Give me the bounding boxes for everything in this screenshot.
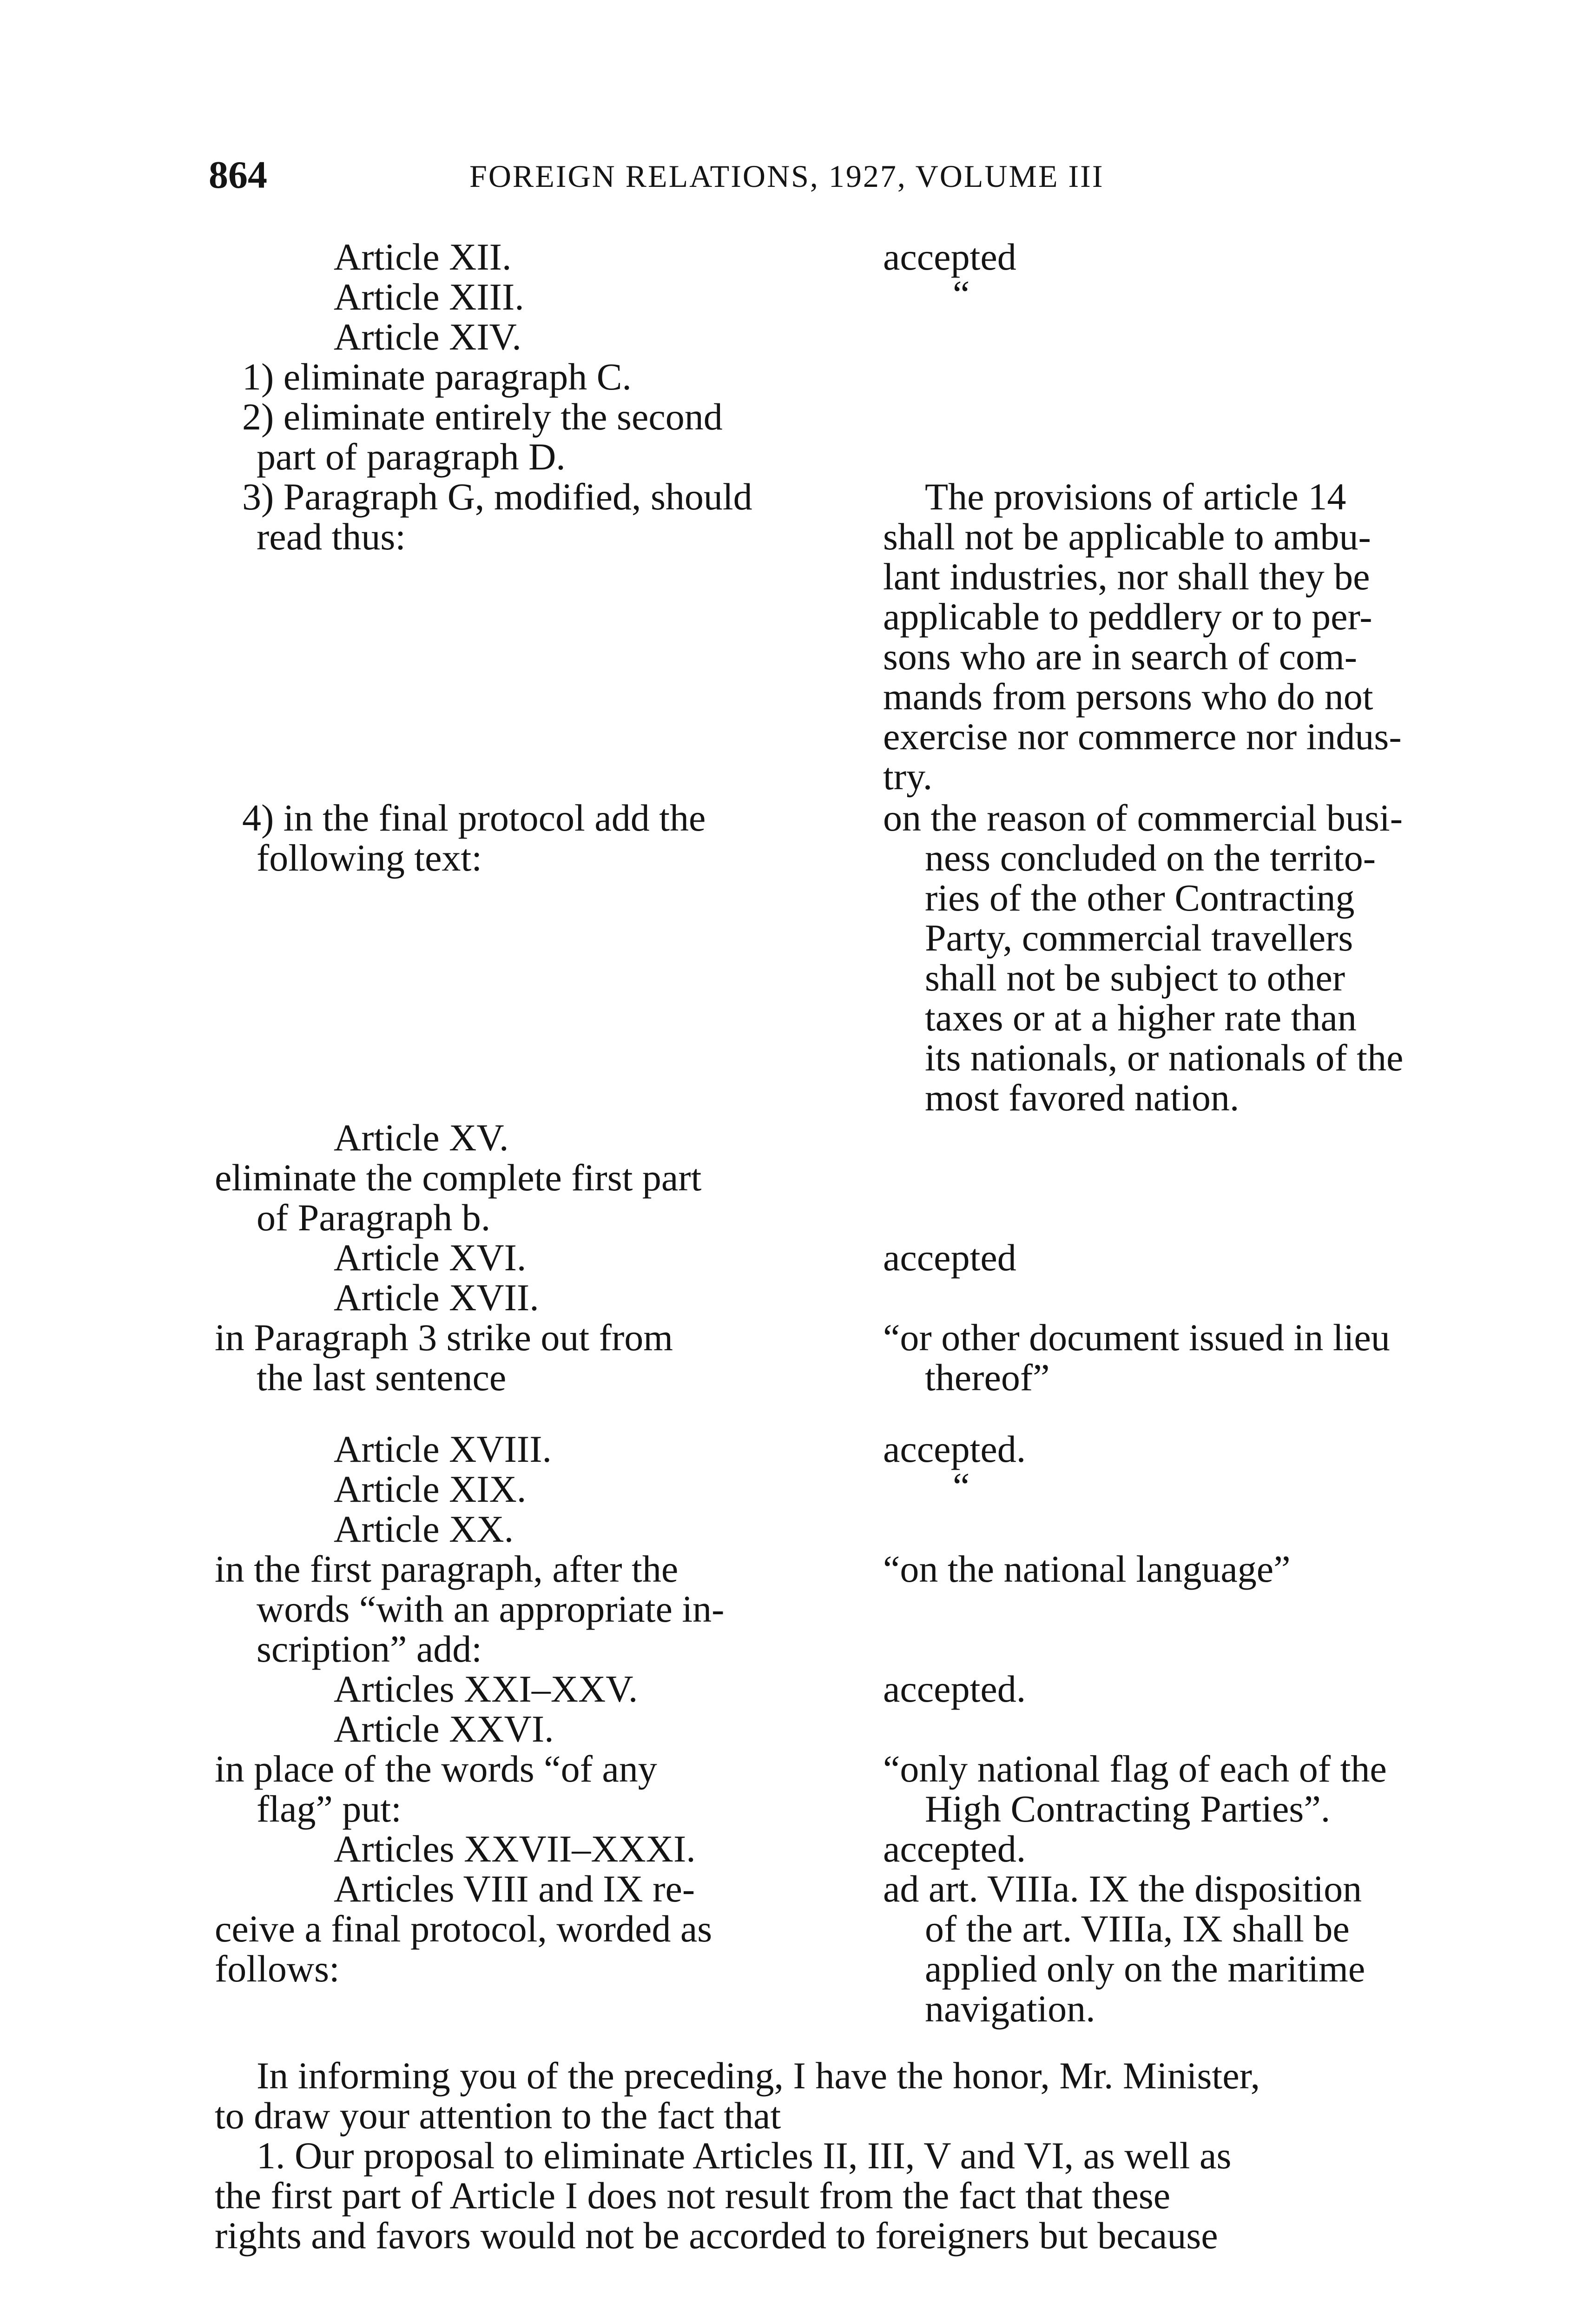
right-line: shall not be subject to other <box>925 957 1345 999</box>
left-line: Article XIII. <box>334 276 524 318</box>
left-line: Articles XXI–XXV. <box>334 1668 638 1710</box>
left-line: of Paragraph b. <box>257 1196 491 1239</box>
right-line: thereof” <box>925 1356 1050 1399</box>
left-line: Article XIV. <box>334 316 521 358</box>
right-line: “ <box>953 273 970 315</box>
right-line: “only national flag of each of the <box>883 1748 1387 1790</box>
right-line: Party, commercial travellers <box>925 917 1353 959</box>
left-line: words “with an appropriate in- <box>257 1588 725 1630</box>
right-line: “or other document issued in lieu <box>883 1316 1390 1359</box>
left-line: ceive a final protocol, worded as <box>215 1908 712 1950</box>
left-line: Article XII. <box>334 236 512 278</box>
right-line: The provisions of article 14 <box>925 475 1346 518</box>
right-line: most favored nation. <box>925 1076 1240 1119</box>
left-line: the last sentence <box>257 1356 507 1399</box>
right-line: accepted <box>883 1236 1016 1279</box>
left-line: Article XVI. <box>334 1236 527 1279</box>
left-line: Article XIX. <box>334 1468 527 1510</box>
right-line: accepted. <box>883 1828 1026 1870</box>
right-line: on the reason of commercial busi- <box>883 797 1403 839</box>
right-line: “ <box>953 1465 970 1507</box>
left-line: read thus: <box>257 515 406 558</box>
right-line: taxes or at a higher rate than <box>925 997 1357 1039</box>
page-number: 864 <box>209 153 267 197</box>
right-line: its nationals, or nationals of the <box>925 1037 1404 1079</box>
left-line: 1) eliminate paragraph C. <box>242 356 632 398</box>
body-line: rights and favors would not be accorded to foreigners but because <box>215 2214 1218 2257</box>
right-line: shall not be applicable to ambu- <box>883 515 1371 558</box>
right-line: of the art. VIIIa, IX shall be <box>925 1908 1350 1950</box>
right-line: sons who are in search of com- <box>883 635 1358 678</box>
left-line: part of paragraph D. <box>257 436 566 478</box>
right-line: High Contracting Parties”. <box>925 1788 1331 1830</box>
right-line: navigation. <box>925 1987 1095 2030</box>
left-line: 4) in the final protocol add the <box>242 797 706 839</box>
right-line: try. <box>883 755 933 798</box>
right-line: applicable to peddlery or to per- <box>883 595 1372 638</box>
right-line: accepted. <box>883 1428 1026 1470</box>
left-line: Article XV. <box>334 1116 509 1159</box>
left-line: eliminate the complete first part <box>215 1156 702 1199</box>
left-line: scription” add: <box>257 1628 482 1670</box>
left-line: Articles XXVII–XXXI. <box>334 1828 696 1870</box>
right-line: mands from persons who do not <box>883 675 1373 718</box>
left-line: 3) Paragraph G, modified, should <box>242 475 752 518</box>
right-line: accepted. <box>883 1668 1026 1710</box>
left-line: Article XVIII. <box>334 1428 552 1470</box>
left-line: in the first paragraph, after the <box>215 1548 679 1590</box>
left-line: in place of the words “of any <box>215 1748 657 1790</box>
right-line: exercise nor commerce nor indus- <box>883 715 1402 758</box>
right-line: lant industries, nor shall they be <box>883 555 1370 598</box>
left-line: 2) eliminate entirely the second <box>242 396 723 438</box>
left-line: following text: <box>257 837 482 879</box>
left-line: Article XXVI. <box>334 1708 554 1750</box>
right-line: ness concluded on the territo- <box>925 837 1376 879</box>
body-line: the first part of Article I does not result from the fact that these <box>215 2174 1171 2217</box>
right-line: accepted <box>883 236 1016 278</box>
running-title: FOREIGN RELATIONS, 1927, VOLUME III <box>469 158 1104 194</box>
right-line: “on the national language” <box>883 1548 1291 1590</box>
left-line: follows: <box>215 1948 340 1990</box>
left-line: Articles VIII and IX re- <box>334 1868 695 1910</box>
left-line: Article XVII. <box>334 1276 539 1319</box>
left-line: Article XX. <box>334 1508 514 1550</box>
right-line: applied only on the maritime <box>925 1948 1365 1990</box>
left-line: in Paragraph 3 strike out from <box>215 1316 673 1359</box>
body-line: In informing you of the preceding, I have the honor, Mr. Minister, <box>257 2054 1260 2097</box>
body-line: to draw your attention to the fact that <box>215 2094 781 2137</box>
right-line: ad art. VIIIa. IX the disposition <box>883 1868 1362 1910</box>
left-line: flag” put: <box>257 1788 402 1830</box>
right-line: ries of the other Contracting <box>925 877 1355 919</box>
body-line: 1. Our proposal to eliminate Articles II, III, V and VI, as well as <box>257 2134 1232 2177</box>
